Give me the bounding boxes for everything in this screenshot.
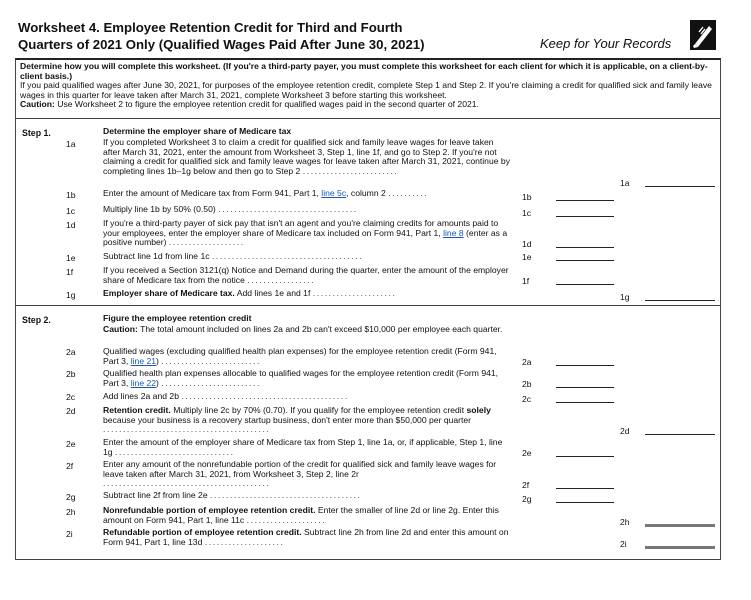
line-label: 2d: [620, 426, 630, 436]
line-1c-amount[interactable]: [556, 216, 614, 217]
line-label: 2g: [522, 494, 532, 504]
line-number: 1d: [66, 220, 76, 230]
line-2b-amount[interactable]: [556, 387, 614, 388]
line-1c-text: Multiply line 1b by 50% (0.50) ...................................: [103, 204, 358, 214]
line-number: 2g: [66, 492, 76, 502]
line-number: 1f: [66, 267, 74, 277]
line-label: 2c: [522, 394, 532, 404]
line-label: 1f: [522, 276, 530, 286]
line-number: 2h: [66, 507, 76, 517]
line-2b-text: Qualified health plan expenses allocable to qualified wages for the employee retention credit (Form 941, Part 3, line 22) .........................: [103, 368, 499, 388]
line-label: 1a: [620, 178, 630, 188]
line-label: 1b: [522, 192, 532, 202]
line-label: 2b: [522, 379, 532, 389]
line-label: 1c: [522, 208, 532, 218]
line-2f-amount[interactable]: [556, 488, 614, 489]
line-1b-text: Enter the amount of Medicare tax from Form 941, Part 1, line 5c, column 2 ..........: [103, 188, 429, 198]
line-2e-text: Enter the amount of the employer share of Medicare tax from Step 1, line 1a, or, if applicable, Step 1, line 1g ..............................: [103, 437, 503, 457]
line-22-link[interactable]: line 22: [130, 377, 157, 388]
line-21-link[interactable]: line 21: [130, 355, 157, 366]
step2-heading: Figure the employee retention credit: [103, 313, 252, 323]
line-2g-text: Subtract line 2f from line 2e ......................................: [103, 490, 362, 500]
line-label: 1e: [522, 252, 532, 262]
line-1g-text: Employer share of Medicare tax. Add lines 1e and 1f .....................: [103, 288, 397, 298]
line-2d-text: Retention credit. Multiply line 2c by 70% (0.70). If you qualify for the employee retention credit solely because your business is a recovery startup business, don't enter more than $50,000 per quarter ..........................................: [103, 405, 491, 435]
section-divider: [15, 118, 721, 119]
line-number: 2e: [66, 439, 76, 449]
line-1a-amount[interactable]: [645, 186, 715, 187]
line-2h-text: Nonrefundable portion of employee retention credit. Enter the smaller of line 2d or line 2g. Enter this amount on Form 941, Part 1, line 11c ....................: [103, 505, 499, 525]
line-number: 1a: [66, 139, 76, 149]
line-2c-amount[interactable]: [556, 402, 614, 403]
section-divider: [15, 305, 721, 306]
worksheet-title: Worksheet 4. Employee Retention Credit for Third and Fourth Quarters of 2021 Only (Qualified Wages Paid After June 30, 2021): [18, 20, 425, 52]
line-label: 2a: [522, 357, 532, 367]
line-label: 2e: [522, 448, 532, 458]
line-1f-amount[interactable]: [556, 284, 614, 285]
intro-instructions: Determine how you will complete this worksheet. (If you're a third-party payer, you must complete this worksheet for each client for which it is applicable, on a client-by-client basis.) If you paid qualified wages after June 30, 2021, for purposes of the employee retention credit, complete Step 1 and Step 2. If you're claiming a credit for qualified sick and family leave wages in this quarter for leave taken after March 31, 2021, complete Worksheet 3 before starting this worksheet. Caution: Use Worksheet 2 to figure the employee retention credit for qualified wages paid in the second quarter of 2021.: [20, 61, 712, 110]
line-number: 2i: [66, 529, 73, 539]
line-2i-amount[interactable]: [645, 546, 715, 549]
line-2f-text: Enter any amount of the nonrefundable portion of the credit for qualified sick and family leave wages for leave taken after March 31, 2021, from Worksheet 3, Step 2, line 2r ..........................................: [103, 459, 497, 489]
pencil-records-icon: [690, 20, 716, 50]
line-1d-amount[interactable]: [556, 247, 614, 248]
line-2e-amount[interactable]: [556, 456, 614, 457]
line-2a-amount[interactable]: [556, 365, 614, 366]
line-number: 1c: [66, 206, 76, 216]
line-1b-amount[interactable]: [556, 200, 614, 201]
step2-label: Step 2.: [22, 315, 51, 325]
line-label: 2h: [620, 517, 630, 527]
line-number: 2b: [66, 369, 76, 379]
line-label: 1d: [522, 239, 532, 249]
line-1e-amount[interactable]: [556, 260, 614, 261]
line-number: 1b: [66, 190, 76, 200]
line-1d-text: If you're a third-party payer of sick pay that isn't an agent and you're claiming credits for amounts paid to your employees, enter the employer share of Medicare tax included on Form 941, Part 1, line 8 (enter as a positive number) ...................: [103, 218, 508, 248]
line-number: 2f: [66, 461, 74, 471]
line-number: 2c: [66, 392, 76, 402]
line-label: 1g: [620, 292, 630, 302]
line-number: 1g: [66, 290, 76, 300]
step1-heading: Determine the employer share of Medicare tax: [103, 126, 292, 136]
line-number: 2d: [66, 406, 76, 416]
line-2a-text: Qualified wages (excluding qualified health plan expenses) for the employee retention credit (Form 941, Part 3, line 21) .........................: [103, 346, 497, 366]
keep-for-records-note: Keep for Your Records: [540, 36, 672, 51]
line-1a-text: If you completed Worksheet 3 to claim a credit for qualified sick and family leave wages for leave taken after March 31, 2021, enter the amount from Worksheet 3, Step 1, line 1f, and go to Step 2. If you're not claiming a credit for qualified sick and family leave wages for leave taken after March 31, 2021, continue by completing lines 1b–1g below and then go to Step 2 ........................: [103, 137, 510, 176]
line-2h-amount[interactable]: [645, 524, 715, 527]
line-1g-amount[interactable]: [645, 300, 715, 301]
line-label: 2f: [522, 480, 530, 490]
step1-label: Step 1.: [22, 128, 51, 138]
line-number: 2a: [66, 347, 76, 357]
line-2i-text: Refundable portion of employee retention credit. Subtract line 2h from line 2d and enter this amount on Form 941, Part 1, line 13d ....................: [103, 527, 509, 547]
line-2c-text: Add lines 2a and 2b ..........................................: [103, 391, 349, 401]
line-2g-amount[interactable]: [556, 502, 614, 503]
line-number: 1e: [66, 253, 76, 263]
line-label: 2i: [620, 539, 627, 549]
line-2d-amount[interactable]: [645, 434, 715, 435]
step2-caution: Caution: The total amount included on lines 2a and 2b can't exceed $10,000 per employee each quarter.: [103, 324, 503, 334]
line-1e-text: Subtract line 1d from line 1c ......................................: [103, 251, 364, 261]
line-8-link[interactable]: line 8: [443, 227, 464, 238]
line-1f-text: If you received a Section 3121(q) Notice and Demand during the quarter, enter the amount of the employer share of Medicare tax from the notice .................: [103, 265, 509, 285]
line-5c-link[interactable]: line 5c: [321, 188, 347, 198]
